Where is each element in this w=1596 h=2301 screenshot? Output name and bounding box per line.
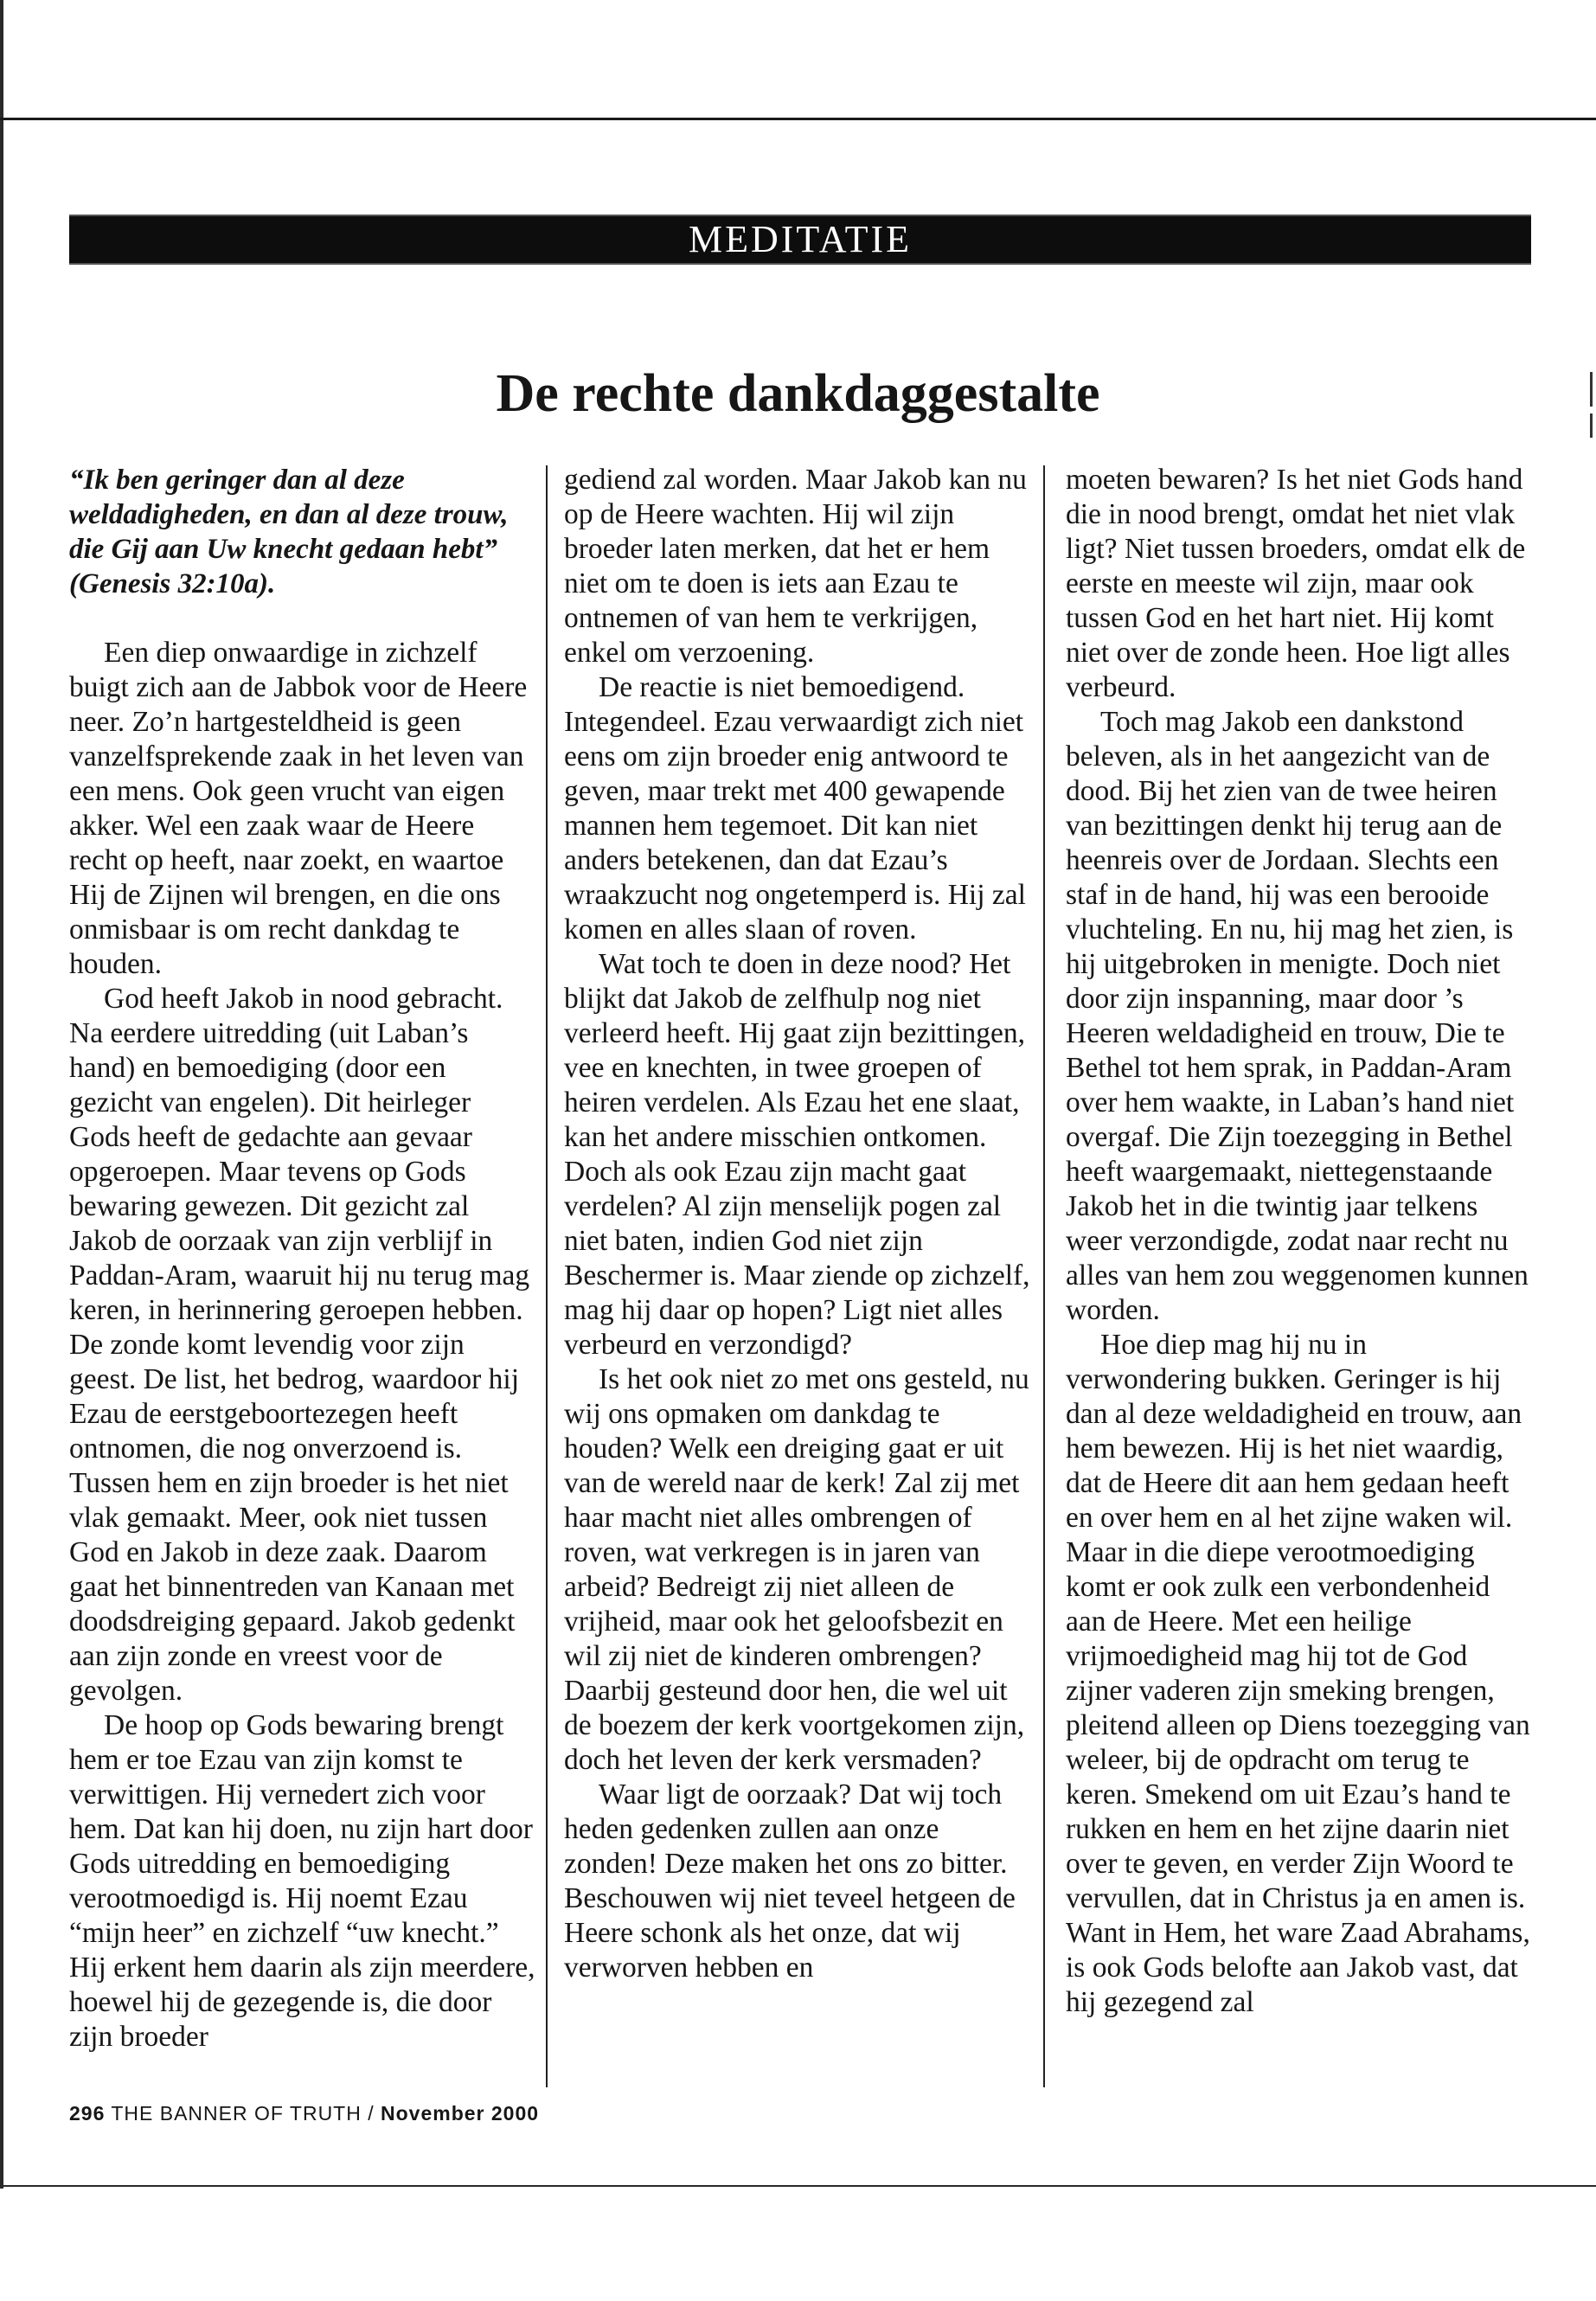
top-rule (0, 118, 1596, 120)
paragraph: God heeft Jakob in nood gebracht. Na eerdere uitredding (uit Laban’s hand) en bemoediging (door een gezicht van engelen). Dit heirleger Gods heeft de gedachte aan gevaar opgeroepen. Maar tevens op Gods bewaring gewezen. Dit gezicht zal Jakob de oorzaak van zijn verblijf in Paddan-Aram, waaruit hij nu terug mag keren, in herinnering geroepen hebben. De zonde komt levendig voor zijn geest. De list, het bedrog, waardoor hij Ezau de eerstgeboortezegen heeft ontnomen, die nog onverzoend is. Tussen hem en zijn broeder is het niet vlak gemaakt. Meer, ook niet tussen God en Jakob in deze zaak. Daarom gaat het binnentreden van Kanaan met doodsdreiging gepaard. Jakob gedenkt aan zijn zonde en vreest voor de gevolgen. (69, 983, 530, 1707)
bottom-rule (0, 2185, 1596, 2187)
column-3 (1066, 463, 1533, 2020)
paragraph: Is het ook niet zo met ons gesteld, nu wij ons opmaken om dankdag te houden? Welk een dreiging gaat er uit van de wereld naar de kerk! Zal zij met haar macht niet alles ombrengen of roven, wat verkregen is in jaren van arbeid? Bedreigt zij niet alleen de vrijheid, maar ook het geloofsbezit en wil zij niet de kinderen ombrengen? Daarbij gesteund door hen, die wel uit de boezem der kerk voortgekomen zijn, doch het leven der kerk versmaden? (564, 1363, 1029, 1776)
page-number: 296 (69, 2102, 106, 2125)
section-header-band (69, 215, 1531, 265)
opening-quote: “Ik ben geringer dan al deze weldadigheden, en dan al deze trouw, die Gij aan Uw knecht gedaan hebt” (Genesis 32:10a). (69, 465, 509, 599)
paragraph: Toch mag Jakob een dankstond beleven, als in het aangezicht van de dood. Bij het zien van de twee heiren van bezittingen denkt hij terug aan de heenreis over de Jordaan. Slechts een staf in de hand, hij was een berooide vluchteling. En nu, hij mag het zien, is hij uitgebroken in menigte. Doch niet door zijn inspanning, maar door ’s Heeren weldadigheid en trouw, Die te Bethel tot hem sprak, in Paddan-Aram over hem waakte, in Laban’s hand niet overgaf. Die Zijn toezegging in Bethel heeft waargemaakt, niettegenstaande Jakob het in die twintig jaar telkens weer verzondigde, zodat naar recht nu alles van hem zou weggenomen kunnen worden. (1066, 706, 1529, 1326)
column-divider (1043, 465, 1045, 2087)
paragraph: Een diep onwaardige in zichzelf buigt zich aan de Jabbok voor de Heere neer. Zo’n hartgesteldheid is geen vanzelfsprekende zaak in het leven van een mens. Ook geen vrucht van eigen akker. Wel een zaak waar de Heere recht op heeft, naar zoekt, en waartoe Hij de Zijnen wil brengen, en die ons onmisbaar is om recht dankdag te houden. (69, 637, 528, 980)
publication-name: THE BANNER OF TRUTH (111, 2102, 362, 2125)
article-title: De rechte dankdaggestalte (496, 363, 1100, 423)
paragraph: moeten bewaren? Is het niet Gods hand die in nood brengt, omdat het niet vlak ligt? Niet tussen broeders, omdat elk de eerste en meeste wil zijn, maar ook tussen God en het hart niet. Hij komt niet over de zonde heen. Hoe ligt alles verbeurd. (1066, 464, 1526, 703)
paragraph: De hoop op Gods bewaring brengt hem er toe Ezau van zijn komst te verwittigen. Hij vernedert zich voor hem. Dat kan hij doen, nu zijn hart door Gods uitredding en bemoediging verootmoedigd is. Hij noemt Ezau “mijn heer” en zichzelf “uw knecht.” Hij erkent hem daarin als zijn meerdere, hoewel hij de gezegende is, die door zijn broeder (69, 1709, 535, 2053)
column-2 (564, 463, 1031, 1985)
paragraph: gediend zal worden. Maar Jakob kan nu op de Heere wachten. Hij wil zijn broeder laten merken, dat het er hem niet om te doen is iets aan Ezau te ontnemen of van hem te verkrijgen, enkel om verzoening. (564, 464, 1027, 669)
paragraph: Wat toch te doen in deze nood? Het blijkt dat Jakob de zelfhulp nog niet verleerd heeft. Hij gaat zijn bezittingen, vee en knechten, in twee groepen of heiren verdelen. Als Ezau het ene slaat, kan het andere misschien ontkomen. Doch als ook Ezau zijn macht gaat verdelen? Al zijn menselijk pogen zal niet baten, indien God niet zijn Beschermer is. Maar ziende op zichzelf, mag hij daar op hopen? Ligt niet alles verbeurd en verzondigd? (564, 948, 1030, 1361)
page-footer (69, 2100, 539, 2126)
paragraph: Hoe diep mag hij nu in verwondering bukken. Geringer is hij dan al deze weldadigheid en trouw, aan hem bewezen. Hij is het niet waardig, dat de Heere dit aan hem gedaan heeft en over hem en al het zijne waken wil. Maar in die diepe verootmoediging komt er ook zulk een verbondenheid aan de Heere. Met een heilige vrijmoedigheid mag hij tot de God zijner vaderen zijn smeking brengen, pleitend alleen op Diens toezegging van weleer, bij de opdracht om terug te keren. Smekend om uit Ezau’s hand te rukken en hem en het zijne daarin niet over te geven, en verder Zijn Woord te vervullen, dat in Christus ja en amen is. Want in Hem, het ware Zaad Abrahams, is ook Gods belofte aan Jakob vast, dat hij gezegend zal (1066, 1329, 1530, 2018)
issue-date: November 2000 (381, 2102, 540, 2125)
footer-separator: / (368, 2102, 375, 2125)
paragraph: De reactie is niet bemoedigend. Integendeel. Ezau verwaardigt zich niet eens om zijn broeder enig antwoord te geven, maar trekt met 400 gewapende mannen hem tegemoet. Dit kan niet anders betekenen, dan dat Ezau’s wraakzucht nog ongetemperd is. Hij zal komen en alles slaan of roven. (564, 671, 1026, 945)
section-label: MEDITATIE (688, 218, 913, 260)
paragraph: Waar ligt de oorzaak? Dat wij toch heden gedenken zullen aan onze zonden! Deze maken het ons zo bitter. Beschouwen wij niet teveel hetgeen de Heere schonk als het onze, dat wij verworven hebben en (564, 1779, 1016, 1984)
column-1 (69, 463, 536, 2054)
column-divider (546, 465, 548, 2087)
page-left-edge (0, 0, 3, 2189)
